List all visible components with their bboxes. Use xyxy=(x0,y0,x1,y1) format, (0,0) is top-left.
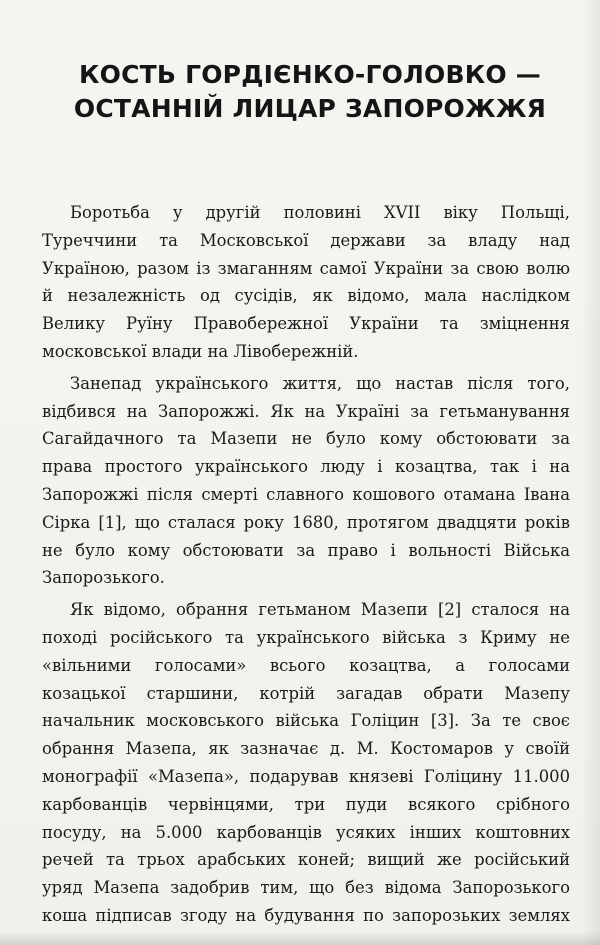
text-line: Сагайдачного та Мазепи не було кому обстоювати за xyxy=(42,429,570,449)
text-line: посуду, на 5.000 карбованців усяких інших коштовних xyxy=(42,822,570,842)
text-line: Велику Руїну Правобережної України та зміцнення xyxy=(42,314,570,334)
text-line: й незалежність од сусідів, як відомо, мала наслідком xyxy=(42,286,570,306)
chapter-title xyxy=(40,58,580,126)
text-line: Занепад українського життя, що настав після того, xyxy=(70,373,570,393)
text-line: коша підписав згоду на будування по запорозьких землях xyxy=(42,905,570,925)
text-line: поході російського та українського війська з Криму не xyxy=(42,627,570,647)
text-line: обрання Мазепа, як зазначає д. М. Костомаров у своїй xyxy=(42,739,570,759)
scan-shadow-edge xyxy=(582,0,600,945)
paragraph-1 xyxy=(42,199,570,366)
text-line: не було кому обстоювати за право і вольності Війська xyxy=(42,540,570,560)
text-line: карбованців червінцями, три пуди всякого срібного xyxy=(42,794,570,814)
paragraph-2 xyxy=(42,370,570,592)
text-line: «вільними голосами» всього козацтва, а голосами xyxy=(42,655,570,675)
chapter-title-line-2: ОСТАННІЙ ЛИЦАР ЗАПОРОЖЖЯ xyxy=(73,94,547,123)
text-line: начальник московського війська Голіцин [3]. За те своє xyxy=(42,711,570,731)
paragraph-3 xyxy=(42,596,570,930)
text-line: Україною, разом із змаганням самої України за свою волю xyxy=(42,258,570,278)
text-line: права простого українського люду і козацтва, так і на xyxy=(42,457,570,477)
text-line: уряд Мазепа задобрив тим, що без відома Запорозького xyxy=(42,878,570,898)
chapter-title-line-1: КОСТЬ ГОРДІЄНКО-ГОЛОВКО — xyxy=(79,60,541,89)
text-line: відбився на Запорожжі. Як на Україні за гетьманування xyxy=(42,401,570,421)
text-line: Запорозького. xyxy=(42,568,165,588)
text-line: монографії «Мазепа», подарував князеві Голіцину 11.000 xyxy=(42,766,570,786)
text-line: Боротьба у другій половині XVII віку Польщі, xyxy=(70,203,570,222)
text-line: Як відомо, обрання гетьманом Мазепи [2] сталося на xyxy=(70,600,570,620)
text-line: московської влади на Лівобережній. xyxy=(42,341,359,361)
text-line: Сірка [1], що сталася року 1680, протягом двадцяти років xyxy=(42,512,570,532)
text-line: козацької старшини, котрій загадав обрати Мазепу xyxy=(42,683,570,703)
chapter-body xyxy=(42,199,570,934)
text-line: речей та трьох арабських коней; вищий же російський xyxy=(42,850,570,870)
text-line: Туреччини та Московської держави за владу над xyxy=(42,230,570,250)
text-line: Запорожжі після смерті славного кошового отамана Івана xyxy=(42,484,570,504)
